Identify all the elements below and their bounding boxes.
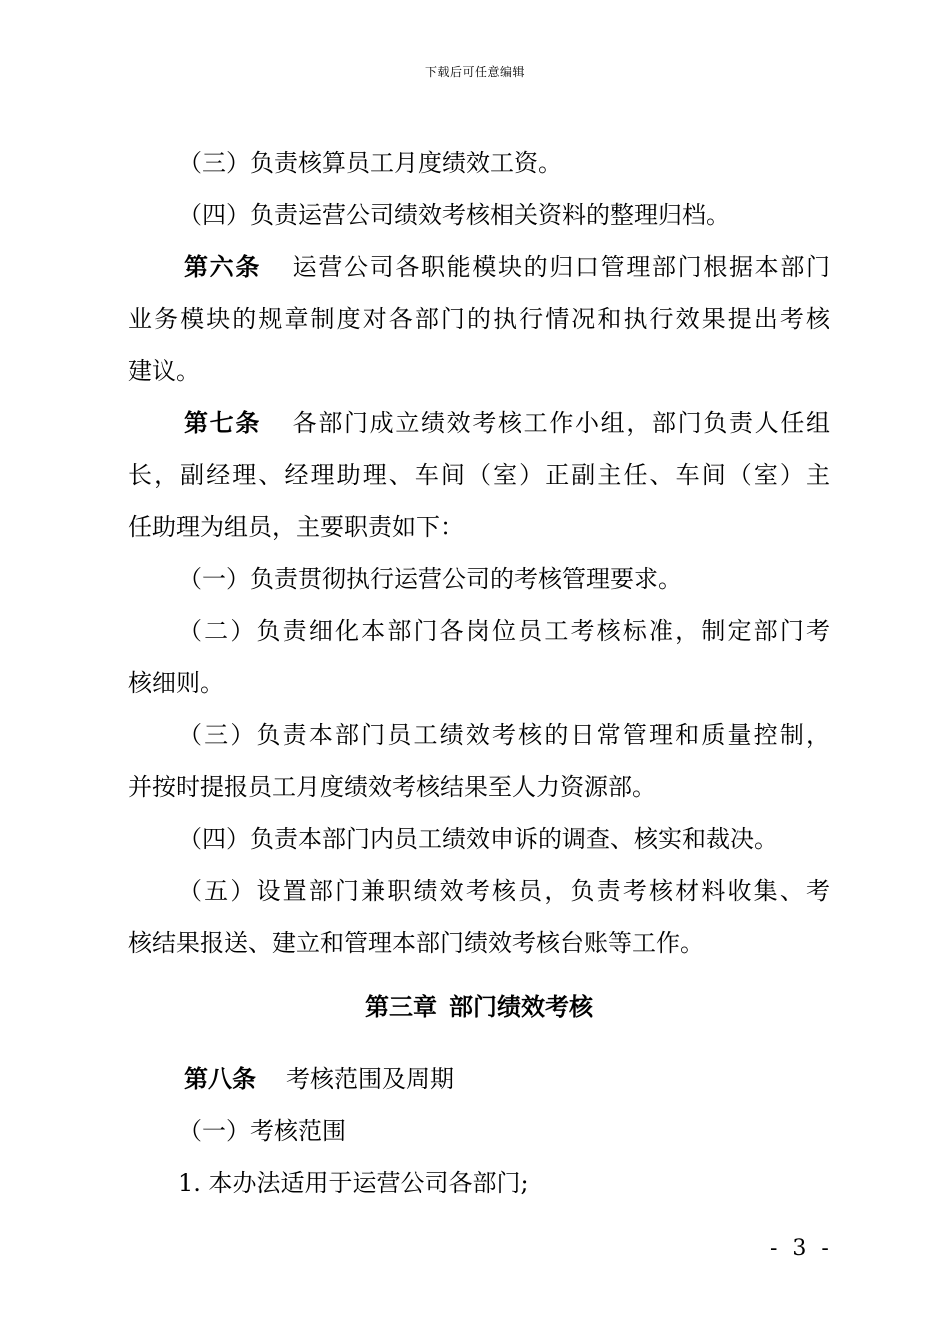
list-item-cont: 核细则。 [128, 669, 224, 697]
article-7-line3: 任助理为组员，主要职责如下： [128, 513, 464, 541]
article-6-text: 运营公司各职能模块的归口管理部门根据本部门 [291, 253, 830, 281]
page-header: 下载后可任意编辑 [424, 65, 525, 79]
article-6-line1 [128, 241, 830, 293]
list-item: （四）负责本部门内员工绩效申诉的调查、核实和裁决。 [178, 825, 778, 853]
list-item-cont: 并按时提报员工月度绩效考核结果至人力资源部。 [128, 773, 656, 801]
page-number: - 3 - [770, 1236, 833, 1261]
article-8-line [128, 1053, 830, 1105]
article-7-line2: 长，副经理、经理助理、车间（室）正副主任、车间（室）主 [128, 461, 830, 489]
article-6-title: 第六条 [184, 253, 261, 281]
paragraph-line: （三）负责核算员工月度绩效工资。 [178, 149, 562, 177]
list-item: （五）设置部门兼职绩效考核员，负责考核材料收集、考 [178, 877, 830, 905]
article-7-title: 第七条 [184, 409, 261, 437]
article-7-text: 各部门成立绩效考核工作小组，部门负责人任组 [291, 409, 830, 437]
article-8-title: 第八条 [184, 1065, 256, 1093]
article-7-line1 [128, 397, 830, 449]
list-item-cont: 核结果报送、建立和管理本部门绩效考核台账等工作。 [128, 929, 704, 957]
list-item: 1. 本办法适用于运营公司各部门; [178, 1169, 529, 1197]
list-item: （二）负责细化本部门各岗位员工考核标准，制定部门考 [178, 617, 830, 645]
paragraph-line: （四）负责运营公司绩效考核相关资料的整理归档。 [178, 201, 730, 229]
article-6-line3: 建议。 [128, 357, 200, 385]
chapter-title: 部门绩效考核 [449, 993, 593, 1021]
article-6-line2: 业务模块的规章制度对各部门的执行情况和执行效果提出考核 [128, 305, 830, 333]
document-body [128, 137, 830, 1209]
article-8-text: 考核范围及周期 [286, 1065, 454, 1093]
list-item: （三）负责本部门员工绩效考核的日常管理和质量控制， [178, 721, 830, 749]
chapter-heading [128, 981, 830, 1033]
subsection-heading: （一）考核范围 [178, 1117, 346, 1145]
list-item: （一）负责贯彻执行运营公司的考核管理要求。 [178, 565, 682, 593]
chapter-number: 第三章 [365, 993, 437, 1021]
